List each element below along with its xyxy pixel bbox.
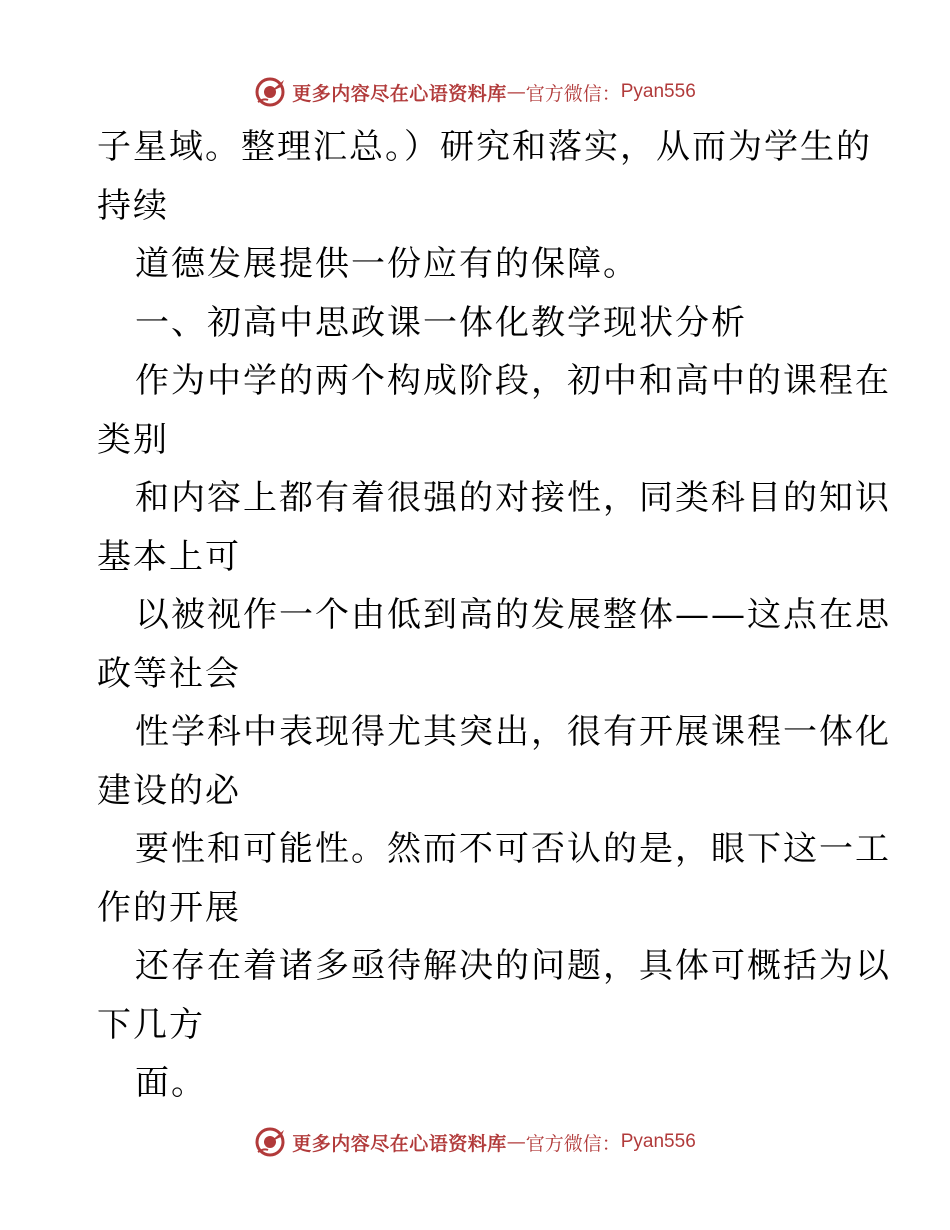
text-line: 道德发展提供一份应有的保障。 xyxy=(135,244,639,284)
text-line: 性学科中表现得尤其突出，很有开展课程一体化 xyxy=(135,712,891,752)
watermark-title: 更多内容尽在心语资料库 xyxy=(292,1132,507,1155)
watermark-separator: — xyxy=(506,1131,526,1153)
document-body xyxy=(97,118,891,1113)
text-line: 作为中学的两个构成阶段，初中和高中的课程在 xyxy=(135,361,891,401)
text-line: 和内容上都有着很强的对接性，同类科目的知识 xyxy=(135,478,891,518)
text-line: 以被视作一个由低到高的发展整体——这点在思 xyxy=(135,595,891,635)
watermark-account: Pyan556 xyxy=(620,1131,696,1152)
footer-watermark xyxy=(0,1120,950,1164)
pen-nib-logo-icon xyxy=(254,76,286,108)
watermark-title: 更多内容尽在心语资料库 xyxy=(292,82,507,105)
text-line: 要性和可能性。然而不可否认的是，眼下这一工 xyxy=(135,829,891,869)
watermark-subtitle: 官方微信： xyxy=(525,1132,621,1155)
watermark-account: Pyan556 xyxy=(620,81,696,102)
text-line: 下几方 xyxy=(97,1004,205,1045)
text-line: 持续 xyxy=(97,185,169,226)
text-line: 面。 xyxy=(135,1063,207,1103)
text-line: 基本上可 xyxy=(97,536,241,577)
text-line: 子星域。整理汇总。）研究和落实，从而为学生的 xyxy=(97,127,872,167)
section-heading: 一、初高中思政课一体化教学现状分析 xyxy=(135,302,747,343)
text-line: 还存在着诸多亟待解决的问题，具体可概括为以 xyxy=(135,946,891,986)
header-watermark xyxy=(0,70,950,114)
watermark-subtitle: 官方微信： xyxy=(525,82,621,105)
pen-nib-logo-icon xyxy=(254,1126,286,1158)
text-line: 政等社会 xyxy=(97,653,241,694)
text-line: 建设的必 xyxy=(97,770,241,811)
watermark-separator: — xyxy=(506,81,526,103)
text-line: 作的开展 xyxy=(97,887,241,928)
text-line: 类别 xyxy=(97,419,169,460)
